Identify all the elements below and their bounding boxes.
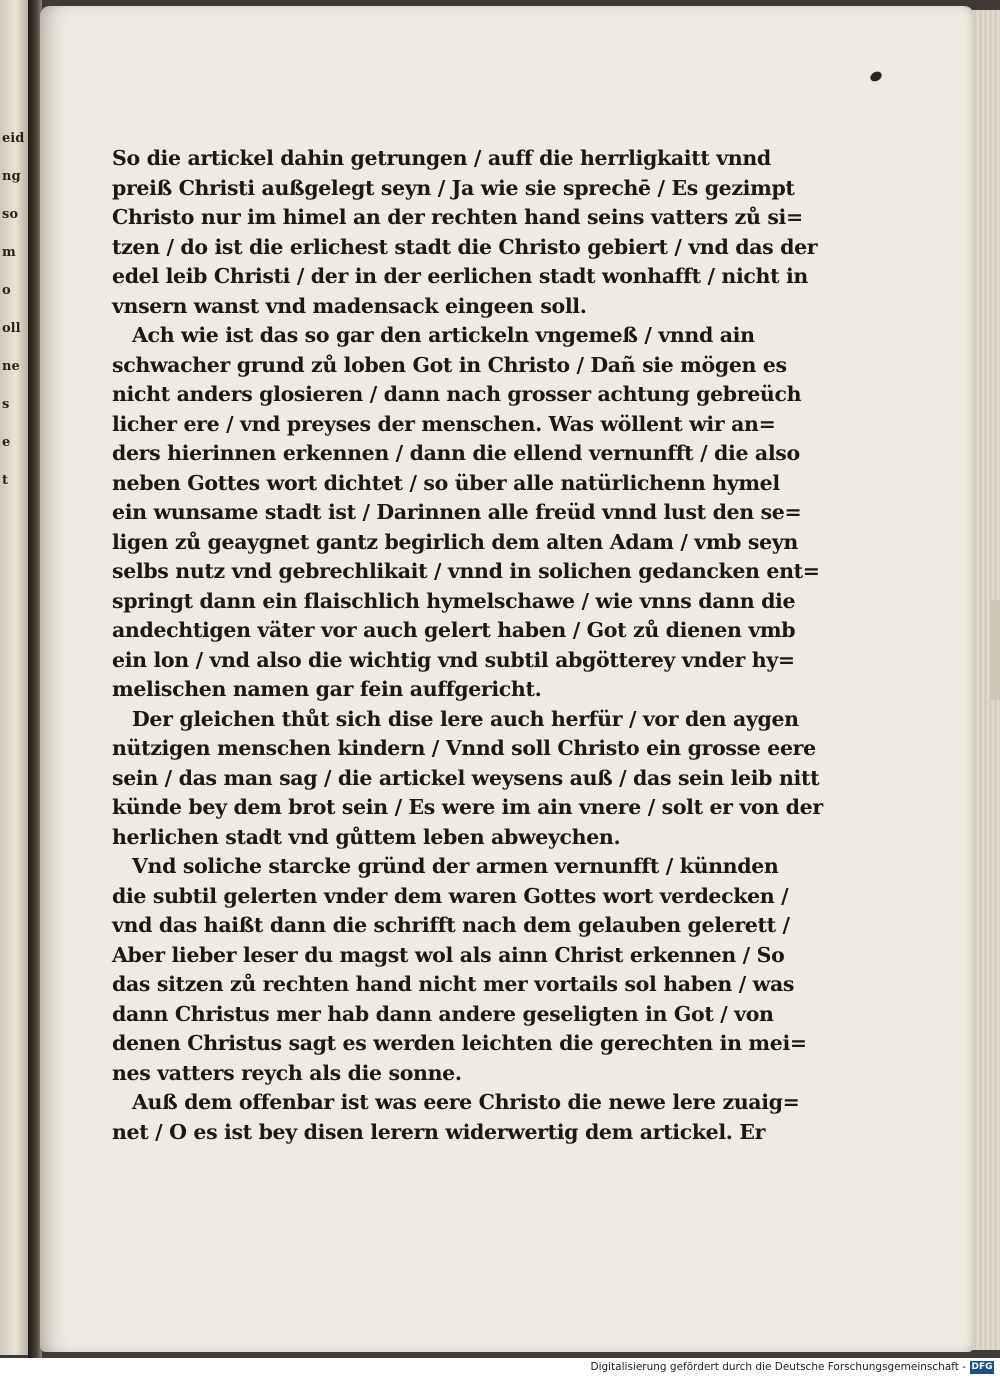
facing-page-fragment: oll [2,321,21,336]
text-line: net / O es ist bey disen lerern widerwertig dem artickel. Er [112,1119,766,1144]
facing-page-fragment: so [2,207,18,222]
facing-page-fragment: ng [2,169,21,184]
text-line: springt dann ein flaischlich hymelschawe / wie vnns dann die [112,588,796,613]
text-line: nicht anders glosieren / dann nach grosser achtung gebreüch [112,382,802,406]
facing-page-fragment: m [2,245,16,260]
text-line: nützigen menschen kindern / Vnnd soll Christo ein grosse eere [112,736,816,760]
text-line: herlichen stadt vnd gůttem leben abweychen. [112,824,621,849]
facing-page-fragment: s [2,397,10,412]
text-line: licher ere / vnd preyses der menschen. Was wöllent wir an= [112,411,776,436]
text-line: Aber lieber leser du magst wol als ainn Christ erkennen / So [112,942,785,967]
text-line: Ach wie ist das so gar den artickeln vngemeß / vnnd ain [132,323,755,347]
text-line: die subtil gelerten vnder dem waren Gottes wort verdecken / [112,883,789,908]
page-edge-shadow [990,600,1000,700]
text-line: edel leib Christi / der in der eerlichen stadt wonhafft / nicht in [112,264,808,288]
facing-page-edge [0,0,28,1355]
text-line: dann Christus mer hab dann andere geseligten in Got / von [112,1001,774,1026]
facing-page-fragment: ne [2,359,20,374]
page-text-block [112,144,823,1147]
text-line: tzen / do ist die erlichest stadt die Christo gebiert / vnd das der [112,234,818,259]
footer-credit: Digitalisierung gefördert durch die Deutsche Forschungsgemeinschaft - [590,1361,966,1373]
text-line: selbs nutz vnd gebrechlikait / vnnd in solichen gedancken ent= [112,559,820,583]
text-line: vnd das haißt dann die schrifft nach dem gelauben gelerett / [112,913,790,937]
text-line: sein / das man sag / die artickel weysens auß / das sein leib nitt [112,765,820,790]
text-line: ligen zů geaygnet gantz begirlich dem alten Adam / vmb seyn [112,529,798,554]
text-line: das sitzen zů rechten hand nicht mer vortails sol haben / was [112,972,795,996]
footer-bar [0,1358,1000,1379]
text-line: Vnd soliche starcke gründ der armen vernunfft / künnden [132,854,779,878]
text-line: ders hierinnen erkennen / dann die ellend vernunfft / die also [112,441,800,465]
text-line: Der gleichen thůt sich dise lere auch herfür / vor den aygen [132,706,799,731]
text-line: ein wunsame stadt ist / Darinnen alle freüd vnnd lust den se= [112,500,802,524]
facing-page-text-fragments [2,120,26,500]
facing-page-fragment: t [2,473,9,488]
text-line: melischen namen gar fein auffgericht. [112,677,542,701]
dfg-logo: DFG [971,1362,993,1372]
text-line: andechtigen väter vor auch gelert haben / Got zů dienen vmb [112,618,796,642]
text-line: neben Gottes wort dichtet / so über alle natürlichenn hymel [112,470,780,495]
facing-page-fragment: eid [2,131,25,146]
text-line: denen Christus sagt es werden leichten die gerechten in mei= [112,1031,807,1055]
facing-page-fragment: o [2,283,11,298]
text-line: schwacher grund zů loben Got in Christo / Dañ sie mögen es [112,352,787,377]
text-line: ein lon / vnd also die wichtig vnd subtil abgötterey vnder hy= [112,647,795,672]
text-line: Auß dem offenbar ist was eere Christo die newe lere zuaig= [132,1090,800,1114]
text-line: künde bey dem brot sein / Es were im ain vnere / solt er von der [112,795,823,819]
text-line: Christo nur im himel an der rechten hand seins vatters zů si= [112,205,803,229]
text-line: preiß Christi außgelegt seyn / Ja wie sie sprechē / Es gezimpt [112,175,795,200]
text-line: nes vatters reych als die sonne. [112,1060,462,1085]
text-line: So die artickel dahin getrungen / auff die herrligkaitt vnnd [112,146,771,170]
facing-page-fragment: e [2,435,11,450]
text-line: vnsern wanst vnd madensack eingeen soll. [112,293,587,318]
